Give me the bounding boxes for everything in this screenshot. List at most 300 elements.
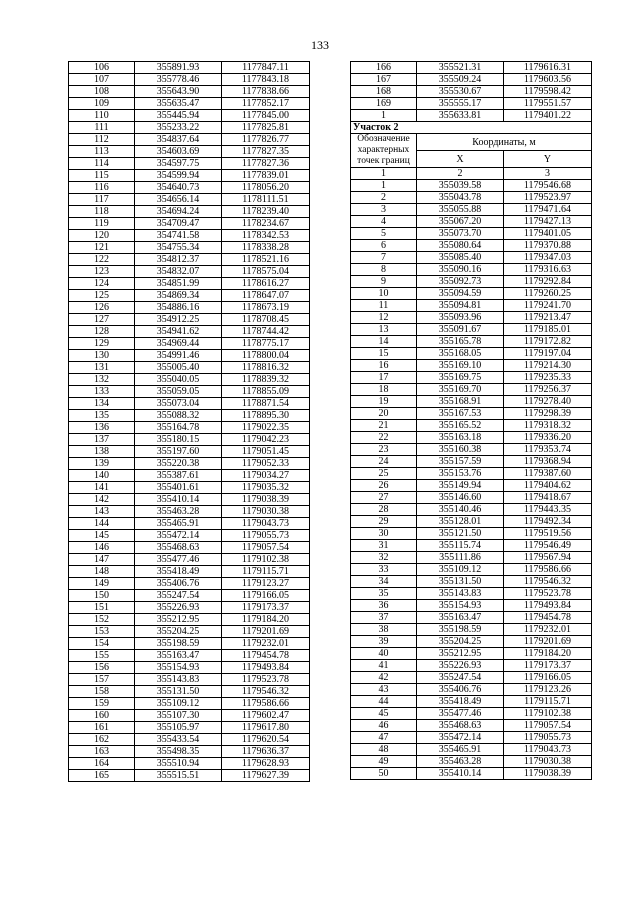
- point-number: 108: [69, 86, 135, 98]
- y-coordinate: 1179636.37: [222, 746, 310, 758]
- x-coordinate: 355109.12: [135, 698, 222, 710]
- y-coordinate: 1177827.36: [222, 158, 310, 170]
- point-number: 131: [69, 362, 135, 374]
- point-number: 1: [351, 180, 417, 192]
- table-row: [69, 698, 310, 710]
- point-number: 1: [351, 110, 417, 122]
- y-coordinate: 1179586.66: [504, 564, 592, 576]
- table-row: [69, 554, 310, 566]
- point-number: 21: [351, 420, 417, 432]
- table-row: [69, 566, 310, 578]
- table-row: [351, 480, 592, 492]
- x-coordinate: 355198.59: [417, 624, 504, 636]
- y-coordinate: 1177843.18: [222, 74, 310, 86]
- table-row: [69, 398, 310, 410]
- x-coordinate: 354851.99: [135, 278, 222, 290]
- point-number: 24: [351, 456, 417, 468]
- y-coordinate: 1179523.78: [222, 674, 310, 686]
- y-coordinate: 1177827.35: [222, 146, 310, 158]
- point-number: 11: [351, 300, 417, 312]
- y-header: Y: [504, 151, 592, 168]
- table-row: [351, 660, 592, 672]
- x-coordinate: 355633.81: [417, 110, 504, 122]
- y-coordinate: 1179616.31: [504, 62, 592, 74]
- y-coordinate: 1179038.39: [504, 768, 592, 780]
- point-number: 142: [69, 494, 135, 506]
- point-number: 15: [351, 348, 417, 360]
- point-number: 165: [69, 770, 135, 782]
- x-coordinate: 355212.95: [417, 648, 504, 660]
- x-coordinate: 355131.50: [417, 576, 504, 588]
- point-number: 2: [351, 192, 417, 204]
- table-row: [69, 134, 310, 146]
- table-row: [351, 492, 592, 504]
- y-coordinate: 1179213.47: [504, 312, 592, 324]
- y-coordinate: 1178871.54: [222, 398, 310, 410]
- point-number: 45: [351, 708, 417, 720]
- x-coordinate: 355094.59: [417, 288, 504, 300]
- y-coordinate: 1179102.38: [504, 708, 592, 720]
- x-coordinate: 355055.88: [417, 204, 504, 216]
- y-coordinate: 1179471.64: [504, 204, 592, 216]
- point-number: 137: [69, 434, 135, 446]
- table-row: [69, 530, 310, 542]
- x-coordinate: 355510.94: [135, 758, 222, 770]
- table-row: [351, 684, 592, 696]
- y-coordinate: 1179038.39: [222, 494, 310, 506]
- y-coordinate: 1179617.80: [222, 722, 310, 734]
- table-row: [351, 384, 592, 396]
- x-coordinate: 355080.64: [417, 240, 504, 252]
- y-coordinate: 1179057.54: [504, 720, 592, 732]
- table-row: [69, 518, 310, 530]
- x-coordinate: 355059.05: [135, 386, 222, 398]
- y-coordinate: 1179043.73: [504, 744, 592, 756]
- y-coordinate: 1178744.42: [222, 326, 310, 338]
- x-coordinate: 354709.47: [135, 218, 222, 230]
- x-coordinate: 355406.76: [417, 684, 504, 696]
- table-row: [351, 74, 592, 86]
- y-coordinate: 1177839.01: [222, 170, 310, 182]
- point-number: 153: [69, 626, 135, 638]
- table-row: [69, 302, 310, 314]
- point-number: 36: [351, 600, 417, 612]
- point-number: 148: [69, 566, 135, 578]
- x-coordinate: 355226.93: [417, 660, 504, 672]
- y-coordinate: 1179260.25: [504, 288, 592, 300]
- x-coordinate: 354741.58: [135, 230, 222, 242]
- point-number: 167: [351, 74, 417, 86]
- y-coordinate: 1179598.42: [504, 86, 592, 98]
- table-row: [351, 564, 592, 576]
- point-number: 114: [69, 158, 135, 170]
- point-number: 143: [69, 506, 135, 518]
- x-coordinate: 355212.95: [135, 614, 222, 626]
- point-number: 169: [351, 98, 417, 110]
- y-coordinate: 1179102.38: [222, 554, 310, 566]
- point-number: 133: [69, 386, 135, 398]
- table-row: [69, 458, 310, 470]
- x-coordinate: 354969.44: [135, 338, 222, 350]
- table-row: [69, 350, 310, 362]
- y-coordinate: 1179214.30: [504, 360, 592, 372]
- x-coordinate: 355093.96: [417, 312, 504, 324]
- x-coordinate: 355146.60: [417, 492, 504, 504]
- point-label-header: Обозначение характерных точек границ: [351, 134, 417, 168]
- point-number: 158: [69, 686, 135, 698]
- x-coordinate: 355153.76: [417, 468, 504, 480]
- y-coordinate: 1178647.07: [222, 290, 310, 302]
- point-number: 138: [69, 446, 135, 458]
- y-coordinate: 1178056.20: [222, 182, 310, 194]
- y-coordinate: 1179493.84: [222, 662, 310, 674]
- y-coordinate: 1178338.28: [222, 242, 310, 254]
- point-number: 128: [69, 326, 135, 338]
- coordinates-header: Координаты, м: [417, 134, 592, 151]
- point-number: 41: [351, 660, 417, 672]
- x-coordinate: 355154.93: [417, 600, 504, 612]
- point-number: 30: [351, 528, 417, 540]
- table-row: [351, 360, 592, 372]
- column-number: 2: [417, 168, 504, 180]
- x-coordinate: 354755.34: [135, 242, 222, 254]
- x-coordinate: 355418.49: [417, 696, 504, 708]
- table-row: [69, 290, 310, 302]
- table-row: [351, 468, 592, 480]
- y-coordinate: 1179546.49: [504, 540, 592, 552]
- y-coordinate: 1179316.63: [504, 264, 592, 276]
- x-coordinate: 354603.69: [135, 146, 222, 158]
- point-number: 156: [69, 662, 135, 674]
- y-coordinate: 1179298.39: [504, 408, 592, 420]
- y-coordinate: 1179427.13: [504, 216, 592, 228]
- y-coordinate: 1179443.35: [504, 504, 592, 516]
- point-number: 141: [69, 482, 135, 494]
- point-number: 145: [69, 530, 135, 542]
- point-number: 33: [351, 564, 417, 576]
- table-row: [351, 396, 592, 408]
- x-coordinate: 355387.61: [135, 470, 222, 482]
- point-number: 109: [69, 98, 135, 110]
- x-header: X: [417, 151, 504, 168]
- y-coordinate: 1179353.74: [504, 444, 592, 456]
- table-row: [69, 578, 310, 590]
- point-number: 162: [69, 734, 135, 746]
- table-row: [69, 662, 310, 674]
- x-coordinate: 355233.22: [135, 122, 222, 134]
- point-number: 10: [351, 288, 417, 300]
- table-row: [69, 338, 310, 350]
- table-row: [351, 708, 592, 720]
- x-coordinate: 355091.67: [417, 324, 504, 336]
- y-coordinate: 1179055.73: [222, 530, 310, 542]
- point-number: 122: [69, 254, 135, 266]
- table-row: [351, 720, 592, 732]
- point-number: 19: [351, 396, 417, 408]
- y-coordinate: 1179368.94: [504, 456, 592, 468]
- page-number: 133: [311, 38, 329, 52]
- table-row: [69, 494, 310, 506]
- x-coordinate: 354837.64: [135, 134, 222, 146]
- y-coordinate: 1179454.78: [504, 612, 592, 624]
- x-coordinate: 355198.59: [135, 638, 222, 650]
- y-coordinate: 1177845.00: [222, 110, 310, 122]
- table-row: [351, 264, 592, 276]
- point-number: 28: [351, 504, 417, 516]
- y-coordinate: 1179173.37: [504, 660, 592, 672]
- point-number: 151: [69, 602, 135, 614]
- y-coordinate: 1179256.37: [504, 384, 592, 396]
- table-row: [69, 266, 310, 278]
- point-number: 29: [351, 516, 417, 528]
- y-coordinate: 1179551.57: [504, 98, 592, 110]
- table-row: [69, 542, 310, 554]
- point-number: 37: [351, 612, 417, 624]
- table-row: [351, 312, 592, 324]
- x-coordinate: 355401.61: [135, 482, 222, 494]
- point-number: 47: [351, 732, 417, 744]
- point-number: 48: [351, 744, 417, 756]
- table-row: [69, 362, 310, 374]
- y-coordinate: 1177847.11: [222, 62, 310, 74]
- y-coordinate: 1179401.22: [504, 110, 592, 122]
- point-number: 3: [351, 204, 417, 216]
- y-coordinate: 1179336.20: [504, 432, 592, 444]
- point-number: 117: [69, 194, 135, 206]
- table-row: [69, 182, 310, 194]
- table-row: [69, 374, 310, 386]
- y-coordinate: 1179546.32: [504, 576, 592, 588]
- x-coordinate: 355140.46: [417, 504, 504, 516]
- x-coordinate: 355163.18: [417, 432, 504, 444]
- point-number: 132: [69, 374, 135, 386]
- point-number: 5: [351, 228, 417, 240]
- y-coordinate: 1179492.34: [504, 516, 592, 528]
- y-coordinate: 1179184.20: [504, 648, 592, 660]
- y-coordinate: 1179370.88: [504, 240, 592, 252]
- point-number: 164: [69, 758, 135, 770]
- x-coordinate: 355463.28: [135, 506, 222, 518]
- point-number: 18: [351, 384, 417, 396]
- table-row: [351, 504, 592, 516]
- table-row: [351, 672, 592, 684]
- table-row: [351, 588, 592, 600]
- table-row: [351, 216, 592, 228]
- y-coordinate: 1179115.71: [504, 696, 592, 708]
- y-coordinate: 1178895.30: [222, 410, 310, 422]
- point-number: 126: [69, 302, 135, 314]
- table-row: [351, 110, 592, 122]
- y-coordinate: 1178855.09: [222, 386, 310, 398]
- y-coordinate: 1179546.32: [222, 686, 310, 698]
- x-coordinate: 354991.46: [135, 350, 222, 362]
- y-coordinate: 1179184.20: [222, 614, 310, 626]
- point-number: 155: [69, 650, 135, 662]
- x-coordinate: 355555.17: [417, 98, 504, 110]
- table-row: [69, 686, 310, 698]
- y-coordinate: 1179201.69: [504, 636, 592, 648]
- y-coordinate: 1179586.66: [222, 698, 310, 710]
- y-coordinate: 1179627.39: [222, 770, 310, 782]
- point-number: 144: [69, 518, 135, 530]
- y-coordinate: 1178521.16: [222, 254, 310, 266]
- x-coordinate: 355169.10: [417, 360, 504, 372]
- y-coordinate: 1179201.69: [222, 626, 310, 638]
- table-row: [69, 638, 310, 650]
- y-coordinate: 1179123.27: [222, 578, 310, 590]
- y-coordinate: 1179628.93: [222, 758, 310, 770]
- coordinates-table-right: [350, 61, 592, 780]
- y-coordinate: 1179387.60: [504, 468, 592, 480]
- x-coordinate: 355040.05: [135, 374, 222, 386]
- x-coordinate: 355169.75: [417, 372, 504, 384]
- x-coordinate: 355406.76: [135, 578, 222, 590]
- x-coordinate: 354656.14: [135, 194, 222, 206]
- point-number: 107: [69, 74, 135, 86]
- x-coordinate: 355128.01: [417, 516, 504, 528]
- point-number: 110: [69, 110, 135, 122]
- table-row: [351, 336, 592, 348]
- column-number: 1: [351, 168, 417, 180]
- point-number: 115: [69, 170, 135, 182]
- y-coordinate: 1179022.35: [222, 422, 310, 434]
- x-coordinate: 355433.54: [135, 734, 222, 746]
- x-coordinate: 354599.94: [135, 170, 222, 182]
- x-coordinate: 355131.50: [135, 686, 222, 698]
- coordinates-table-left: [68, 61, 310, 782]
- x-coordinate: 355226.93: [135, 602, 222, 614]
- point-number: 136: [69, 422, 135, 434]
- table-row: [351, 192, 592, 204]
- x-coordinate: 355465.91: [135, 518, 222, 530]
- y-coordinate: 1179602.47: [222, 710, 310, 722]
- table-row: [351, 600, 592, 612]
- point-number: 125: [69, 290, 135, 302]
- table-row: [69, 74, 310, 86]
- x-coordinate: 355247.54: [417, 672, 504, 684]
- y-coordinate: 1179493.84: [504, 600, 592, 612]
- y-coordinate: 1179051.45: [222, 446, 310, 458]
- point-number: 116: [69, 182, 135, 194]
- point-number: 6: [351, 240, 417, 252]
- x-coordinate: 355088.32: [135, 410, 222, 422]
- x-coordinate: 355204.25: [135, 626, 222, 638]
- y-coordinate: 1179404.62: [504, 480, 592, 492]
- point-number: 106: [69, 62, 135, 74]
- table-row: [351, 744, 592, 756]
- x-coordinate: 355165.78: [417, 336, 504, 348]
- x-coordinate: 355168.05: [417, 348, 504, 360]
- y-coordinate: 1179030.38: [222, 506, 310, 518]
- y-coordinate: 1179173.37: [222, 602, 310, 614]
- point-number: 27: [351, 492, 417, 504]
- table-row: [351, 180, 592, 192]
- table-row: [351, 552, 592, 564]
- table-row: [69, 158, 310, 170]
- y-coordinate: 1179235.33: [504, 372, 592, 384]
- y-coordinate: 1178673.19: [222, 302, 310, 314]
- y-coordinate: 1179567.94: [504, 552, 592, 564]
- x-coordinate: 355530.67: [417, 86, 504, 98]
- y-coordinate: 1179292.84: [504, 276, 592, 288]
- x-coordinate: 355090.16: [417, 264, 504, 276]
- table-row: [351, 252, 592, 264]
- y-coordinate: 1179043.73: [222, 518, 310, 530]
- x-coordinate: 355092.73: [417, 276, 504, 288]
- table-row: [351, 648, 592, 660]
- table-row: [69, 650, 310, 662]
- table-row: [351, 228, 592, 240]
- y-coordinate: 1178575.04: [222, 266, 310, 278]
- point-number: 38: [351, 624, 417, 636]
- x-coordinate: 354886.16: [135, 302, 222, 314]
- point-number: 17: [351, 372, 417, 384]
- point-number: 119: [69, 218, 135, 230]
- x-coordinate: 355643.90: [135, 86, 222, 98]
- point-number: 32: [351, 552, 417, 564]
- table-row: [351, 372, 592, 384]
- x-coordinate: 355105.97: [135, 722, 222, 734]
- y-coordinate: 1178616.27: [222, 278, 310, 290]
- x-coordinate: 354597.75: [135, 158, 222, 170]
- point-number: 135: [69, 410, 135, 422]
- x-coordinate: 355468.63: [135, 542, 222, 554]
- point-number: 147: [69, 554, 135, 566]
- table-row: [351, 516, 592, 528]
- x-coordinate: 355111.86: [417, 552, 504, 564]
- x-coordinate: 354912.25: [135, 314, 222, 326]
- y-coordinate: 1179454.78: [222, 650, 310, 662]
- x-coordinate: 354832.07: [135, 266, 222, 278]
- y-coordinate: 1179519.56: [504, 528, 592, 540]
- point-number: 8: [351, 264, 417, 276]
- x-coordinate: 355635.47: [135, 98, 222, 110]
- point-number: 121: [69, 242, 135, 254]
- y-coordinate: 1177826.77: [222, 134, 310, 146]
- point-number: 43: [351, 684, 417, 696]
- point-number: 127: [69, 314, 135, 326]
- table-row: [69, 602, 310, 614]
- table-row: [69, 614, 310, 626]
- point-number: 163: [69, 746, 135, 758]
- table-row: [69, 206, 310, 218]
- y-coordinate: 1179546.68: [504, 180, 592, 192]
- y-coordinate: 1178111.51: [222, 194, 310, 206]
- x-coordinate: 355247.54: [135, 590, 222, 602]
- x-coordinate: 355891.93: [135, 62, 222, 74]
- table-row: [69, 446, 310, 458]
- x-coordinate: 355085.40: [417, 252, 504, 264]
- y-coordinate: 1179030.38: [504, 756, 592, 768]
- y-coordinate: 1179034.27: [222, 470, 310, 482]
- x-coordinate: 355169.70: [417, 384, 504, 396]
- point-number: 113: [69, 146, 135, 158]
- y-coordinate: 1179401.05: [504, 228, 592, 240]
- x-coordinate: 354941.62: [135, 326, 222, 338]
- table-row: [351, 288, 592, 300]
- point-number: 123: [69, 266, 135, 278]
- y-coordinate: 1178775.17: [222, 338, 310, 350]
- x-coordinate: 355472.14: [417, 732, 504, 744]
- table-row: [69, 254, 310, 266]
- table-row: [69, 230, 310, 242]
- table-row: [351, 324, 592, 336]
- y-coordinate: 1179123.26: [504, 684, 592, 696]
- y-coordinate: 1179057.54: [222, 542, 310, 554]
- point-number: 129: [69, 338, 135, 350]
- table-row: [351, 636, 592, 648]
- x-coordinate: 355465.91: [417, 744, 504, 756]
